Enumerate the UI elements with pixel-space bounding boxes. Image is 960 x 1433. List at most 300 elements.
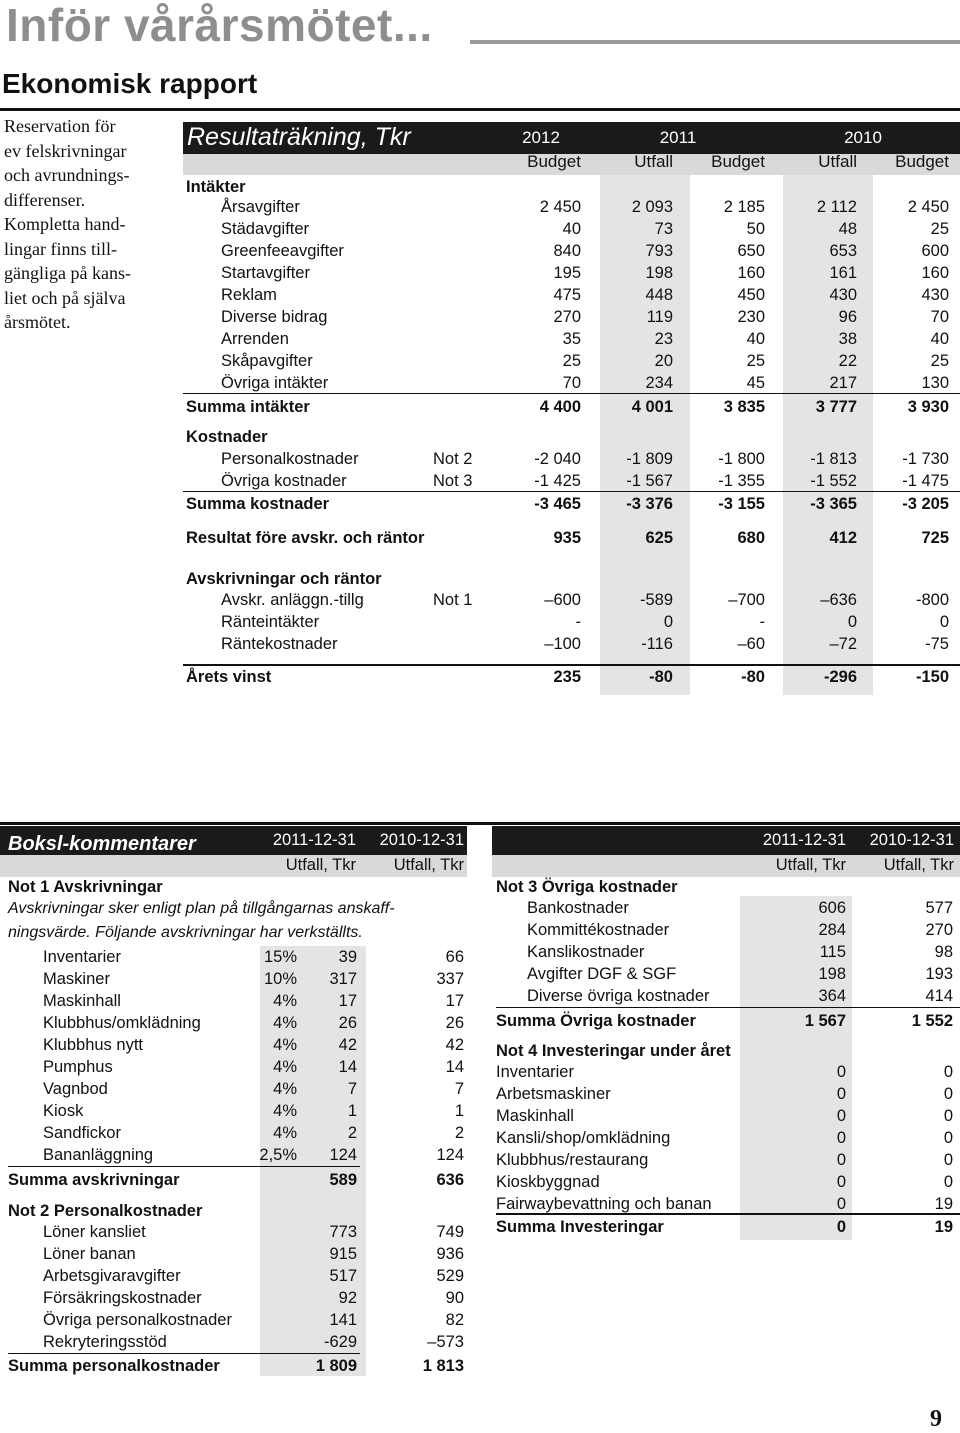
row-value: 650	[737, 242, 765, 260]
total-row	[183, 529, 960, 551]
comments-title: Boksl-kommentarer	[8, 833, 196, 855]
row-note: Not 1	[433, 591, 473, 609]
title-rule	[470, 40, 960, 44]
sub-utfall-right-2: Utfall, Tkr	[883, 856, 954, 874]
row-value: 0	[943, 1173, 953, 1191]
row-value: -1 475	[902, 472, 949, 490]
row-label: Summa Investeringar	[496, 1218, 664, 1236]
row-value: 235	[553, 668, 581, 686]
row-percent: 4%	[273, 1080, 297, 1098]
row-value: 98	[934, 943, 953, 961]
row-value: 364	[818, 987, 846, 1005]
list-item	[0, 1173, 960, 1195]
row-value: 82	[445, 1311, 464, 1329]
row-value: 198	[645, 264, 673, 282]
row-label: Diverse bidrag	[221, 308, 328, 326]
row-value: 793	[645, 242, 673, 260]
list-item	[0, 965, 960, 987]
row-value: 0	[836, 1195, 846, 1213]
row-value: –636	[820, 591, 857, 609]
row-label: Klubbhus nytt	[43, 1036, 143, 1054]
row-label: Startavgifter	[221, 264, 310, 282]
row-percent: 4%	[273, 1058, 297, 1076]
row-label: Diverse övriga kostnader	[527, 987, 710, 1005]
side-note-line: Reservation för	[4, 116, 116, 136]
row-label: Summa Övriga kostnader	[496, 1012, 696, 1030]
total-row	[183, 495, 960, 517]
date-2011-right: 2011-12-31	[762, 831, 846, 849]
total-row	[183, 668, 960, 690]
row-value: 749	[436, 1223, 464, 1241]
row-value: 2	[347, 1124, 357, 1142]
row-value: 119	[646, 308, 673, 326]
row-value: 40	[746, 330, 765, 348]
row-label: Försäkringskostnader	[43, 1289, 202, 1307]
row-value: -1 425	[534, 472, 581, 490]
row-label: Kioskbyggnad	[496, 1173, 600, 1191]
side-note-line: gängliga på kans-	[4, 263, 131, 283]
row-value: 2 450	[907, 198, 949, 216]
row-value: 39	[338, 948, 357, 966]
result-table	[183, 118, 960, 698]
row-percent: 4%	[273, 992, 297, 1010]
row-value: 124	[436, 1146, 464, 1164]
row-value: 19	[934, 1218, 953, 1236]
row-value: 0	[943, 1085, 953, 1103]
row-value: –100	[544, 635, 581, 653]
side-note-line: Kompletta hand-	[4, 214, 126, 234]
row-label: Inventarier	[43, 948, 121, 966]
row-value: -80	[741, 668, 765, 686]
row-label: Övriga intäkter	[221, 374, 329, 392]
row-label: Klubbhus/restaurang	[496, 1151, 649, 1169]
row-label: Arbetsmaskiner	[496, 1085, 611, 1103]
row-value: 25	[746, 352, 765, 370]
row-value: 577	[925, 899, 953, 917]
row-label: Rekryteringsstöd	[43, 1333, 167, 1351]
row-value: 0	[943, 1107, 953, 1125]
row-label: Summa avskrivningar	[8, 1171, 180, 1189]
row-value: 450	[737, 286, 765, 304]
table-row	[183, 220, 960, 242]
row-value: -1 730	[902, 450, 949, 468]
list-item	[0, 1289, 960, 1311]
section-heading: Ekonomisk rapport	[2, 68, 258, 99]
row-value: 653	[829, 242, 857, 260]
row-label: Sandfickor	[43, 1124, 121, 1142]
row-value: 14	[338, 1058, 357, 1076]
row-value: 66	[445, 948, 464, 966]
table-row	[183, 286, 960, 308]
col-utfall-2010: Utfall	[818, 152, 857, 171]
col-budget-2010: Budget	[895, 152, 949, 171]
row-value: -75	[925, 635, 949, 653]
row-value: 3 777	[815, 398, 857, 416]
row-value: -1 813	[810, 450, 857, 468]
row-value: 430	[921, 286, 949, 304]
not2-heading: Not 2 Personalkostnader	[8, 1202, 203, 1220]
side-note-line: liet och på själva	[4, 287, 126, 308]
row-value: -3 465	[534, 495, 581, 513]
total-row	[183, 398, 960, 420]
row-value: 773	[329, 1223, 357, 1241]
row-value: 0	[943, 1063, 953, 1081]
row-value: –700	[728, 591, 765, 609]
side-note-line: lingar finns till-	[4, 238, 117, 259]
year-2011: 2011	[659, 128, 697, 147]
row-value: 2 185	[723, 198, 765, 216]
list-item	[0, 1129, 960, 1151]
row-label: Skåpavgifter	[221, 352, 313, 370]
table-row	[183, 242, 960, 264]
list-item	[0, 1151, 960, 1173]
list-item	[0, 921, 960, 943]
row-note: Not 2	[433, 450, 473, 468]
row-value: -3 155	[718, 495, 765, 513]
row-value: 14	[445, 1058, 464, 1076]
row-label: Maskiner	[43, 970, 110, 988]
row-label: Löner banan	[43, 1245, 136, 1263]
row-value: 17	[338, 992, 357, 1010]
list-item	[0, 1085, 960, 1107]
row-value: 2	[454, 1124, 464, 1142]
row-label: Räntekostnader	[221, 635, 338, 653]
row-value: 3 930	[907, 398, 949, 416]
year-2010: 2010	[844, 128, 882, 147]
row-label: Löner kansliet	[43, 1223, 146, 1241]
table-row	[183, 308, 960, 330]
list-item	[0, 1036, 960, 1058]
row-value: 161	[829, 264, 857, 282]
row-label: Maskinhall	[43, 992, 121, 1010]
row-value: -116	[641, 635, 673, 653]
row-value: –60	[737, 635, 765, 653]
total-row	[0, 1218, 960, 1240]
table-row	[183, 352, 960, 374]
list-item	[0, 1195, 960, 1217]
row-value: 725	[921, 529, 949, 547]
row-label: Kanslikostnader	[527, 943, 645, 961]
row-value: -2 040	[534, 450, 581, 468]
row-value: -3 205	[902, 495, 949, 513]
row-label: Avskr. anläggn.-tillg	[221, 591, 364, 609]
date-2011-left: 2011-12-31	[272, 831, 356, 849]
row-percent: 2,5%	[259, 1146, 297, 1164]
row-label: Arrenden	[221, 330, 289, 348]
row-value: 0	[663, 613, 673, 631]
row-value: 35	[562, 330, 581, 348]
row-label: Årets vinst	[186, 668, 272, 686]
table-row	[183, 330, 960, 352]
row-label: Klubbhus/omklädning	[43, 1014, 201, 1032]
row-value: -1 567	[626, 472, 673, 490]
row-value: 625	[645, 529, 673, 547]
row-value: 38	[838, 330, 857, 348]
side-note-line: ev felskrivningar	[4, 140, 127, 161]
row-label: Övriga personalkostnader	[43, 1311, 232, 1329]
row-value: 0	[836, 1218, 846, 1236]
list-item	[0, 943, 960, 965]
row-value: 337	[436, 970, 464, 988]
row-percent: 4%	[273, 1102, 297, 1120]
row-value: -296	[823, 668, 857, 686]
table-row	[183, 591, 960, 613]
row-value: 0	[836, 1085, 846, 1103]
row-value: 529	[436, 1267, 464, 1285]
row-value: 19	[934, 1195, 953, 1213]
row-value: 3 835	[723, 398, 765, 416]
row-percent: 4%	[273, 1124, 297, 1142]
row-value: 25	[930, 352, 949, 370]
row-value: –72	[829, 635, 857, 653]
row-value: 4 001	[631, 398, 673, 416]
table-row	[183, 472, 960, 494]
income-heading: Intäkter	[186, 178, 246, 196]
list-item	[0, 1063, 960, 1085]
row-label: Avgifter DGF & SGF	[527, 965, 677, 983]
section-rule	[0, 108, 960, 111]
row-value: 50	[746, 220, 765, 238]
row-value: 48	[838, 220, 857, 238]
result-title: Resultaträkning, Tkr	[187, 123, 411, 151]
row-value: 412	[829, 529, 857, 547]
row-label: Greenfeeavgifter	[221, 242, 344, 260]
row-value: 26	[445, 1014, 464, 1032]
year-2012: 2012	[522, 128, 560, 147]
row-value: 198	[818, 965, 846, 983]
row-label: Fairwaybevattning och banan	[496, 1195, 712, 1213]
row-value: 475	[553, 286, 581, 304]
row-value: -	[575, 613, 581, 631]
side-note	[4, 114, 164, 335]
row-label: Ränteintäkter	[221, 613, 320, 631]
table-row	[183, 198, 960, 220]
list-item	[0, 987, 960, 1009]
col-budget-2012: Budget	[527, 152, 581, 171]
table-row	[183, 450, 960, 472]
sub-utfall-left-2: Utfall, Tkr	[393, 856, 464, 874]
side-note-line: differenser.	[4, 189, 86, 210]
row-value: -3 376	[626, 495, 673, 513]
row-value: -	[759, 613, 765, 631]
row-value: 0	[836, 1063, 846, 1081]
row-value: 840	[553, 242, 581, 260]
row-value: 70	[930, 308, 949, 326]
page-number: 9	[930, 1406, 942, 1432]
row-value: 589	[329, 1171, 357, 1189]
row-note: Not 3	[433, 472, 473, 490]
row-value: 217	[829, 374, 857, 392]
row-percent: 10%	[263, 970, 297, 988]
row-value: -80	[649, 668, 673, 686]
row-value: 124	[329, 1146, 357, 1164]
row-value: 1 552	[911, 1012, 953, 1030]
not3-heading: Not 3 Övriga kostnader	[496, 878, 678, 896]
row-value: 317	[329, 970, 357, 988]
row-value: 17	[445, 992, 464, 1010]
list-item	[0, 899, 960, 921]
row-value: 1 567	[804, 1012, 846, 1030]
row-label: Personalkostnader	[221, 450, 359, 468]
page-title: Inför vårårsmötet...	[6, 0, 433, 51]
row-value: 0	[847, 613, 857, 631]
row-value: 22	[838, 352, 857, 370]
row-label: Bankostnader	[527, 899, 629, 917]
row-value: -629	[323, 1333, 357, 1351]
row-value: 92	[338, 1289, 357, 1307]
row-label: Kiosk	[43, 1102, 84, 1120]
row-value: 270	[553, 308, 581, 326]
row-label: Summa kostnader	[186, 495, 330, 513]
side-note-line: och avrundnings-	[4, 165, 130, 185]
row-label: Bananläggning	[43, 1146, 154, 1164]
row-percent: 15%	[263, 948, 297, 966]
row-value: 2 093	[631, 198, 673, 216]
row-value: 680	[737, 529, 765, 547]
total-row	[0, 1357, 960, 1379]
row-value: -3 365	[810, 495, 857, 513]
total-row	[0, 1012, 960, 1034]
row-label: Summa personalkostnader	[8, 1357, 220, 1375]
sub-utfall-left-1: Utfall, Tkr	[285, 856, 356, 874]
row-label: Kommittékostnader	[527, 921, 670, 939]
not1-text-line: Avskrivningar sker enligt plan på tillgångarnas anskaff-	[8, 900, 395, 917]
table-row	[183, 374, 960, 396]
row-value: –600	[544, 591, 581, 609]
row-value: 1 813	[422, 1357, 464, 1375]
row-label: Resultat före avskr. och räntor	[186, 529, 425, 547]
row-value: –573	[427, 1333, 464, 1351]
row-value: 160	[737, 264, 765, 282]
row-value: -800	[915, 591, 949, 609]
row-value: 606	[818, 899, 846, 917]
side-note-line: årsmötet.	[4, 312, 71, 332]
row-percent: 4%	[273, 1014, 297, 1032]
list-item	[0, 1311, 960, 1333]
row-value: 160	[921, 264, 949, 282]
row-value: -589	[639, 591, 673, 609]
row-value: 26	[338, 1014, 357, 1032]
row-value: 42	[445, 1036, 464, 1054]
row-label: Pumphus	[43, 1058, 113, 1076]
row-value: 40	[562, 220, 581, 238]
row-label: Inventarier	[496, 1063, 574, 1081]
row-value: 270	[925, 921, 953, 939]
row-value: 45	[746, 374, 765, 392]
row-value: 193	[925, 965, 953, 983]
date-2010-left: 2010-12-31	[379, 831, 464, 849]
col-utfall-2011: Utfall	[634, 152, 673, 171]
row-label: Kansli/shop/omklädning	[496, 1129, 671, 1147]
list-item	[0, 1333, 960, 1355]
table-row	[183, 613, 960, 635]
row-value: 0	[836, 1151, 846, 1169]
row-value: 2 450	[539, 198, 581, 216]
row-value: 0	[943, 1151, 953, 1169]
row-value: 414	[925, 987, 953, 1005]
row-value: 7	[347, 1080, 357, 1098]
not1-heading: Not 1 Avskrivningar	[8, 878, 163, 896]
list-item	[0, 1267, 960, 1289]
row-value: 935	[553, 529, 581, 547]
row-value: 2 112	[816, 198, 857, 216]
profit-rule	[183, 664, 960, 666]
dep-heading: Avskrivningar och räntor	[186, 570, 382, 588]
row-percent: 4%	[273, 1036, 297, 1054]
row-label: Årsavgifter	[221, 198, 300, 216]
row-value: 96	[838, 308, 857, 326]
row-value: 141	[329, 1311, 357, 1329]
row-value: 130	[921, 374, 949, 392]
bottom-rule	[0, 822, 960, 825]
row-value: 448	[645, 286, 673, 304]
row-value: 4 400	[539, 398, 581, 416]
col-budget-2011: Budget	[711, 152, 765, 171]
row-value: -150	[915, 668, 949, 686]
row-value: 25	[562, 352, 581, 370]
not4-heading: Not 4 Investeringar under året	[496, 1042, 731, 1060]
row-value: 0	[836, 1129, 846, 1147]
not1-text-line: ningsvärde. Följande avskrivningar har verkställts.	[8, 924, 363, 941]
row-value: -1 800	[718, 450, 765, 468]
sub-utfall-right-1: Utfall, Tkr	[775, 856, 846, 874]
row-value: -1 552	[810, 472, 857, 490]
row-value: 73	[654, 220, 673, 238]
row-value: 1	[454, 1102, 464, 1120]
row-value: 284	[818, 921, 846, 939]
list-item	[0, 1245, 960, 1267]
row-label: Vagnbod	[43, 1080, 108, 1098]
row-value: 0	[939, 613, 949, 631]
row-value: 230	[737, 308, 765, 326]
row-label: Städavgifter	[221, 220, 310, 238]
row-value: 0	[943, 1129, 953, 1147]
row-value: -1 355	[718, 472, 765, 490]
row-value: 915	[329, 1245, 357, 1263]
row-value: 0	[836, 1173, 846, 1191]
row-value: 1	[347, 1102, 357, 1120]
row-value: -1 809	[626, 450, 673, 468]
row-value: 600	[921, 242, 949, 260]
row-label: Övriga kostnader	[221, 472, 347, 490]
row-value: 90	[445, 1289, 464, 1307]
row-value: 23	[654, 330, 673, 348]
row-value: 430	[829, 286, 857, 304]
row-value: 115	[819, 943, 846, 961]
row-label: Arbetsgivaravgifter	[43, 1267, 181, 1285]
row-value: 234	[645, 374, 673, 392]
row-value: 195	[553, 264, 581, 282]
row-label: Reklam	[221, 286, 277, 304]
row-value: 0	[836, 1107, 846, 1125]
row-value: 25	[930, 220, 949, 238]
row-value: 936	[436, 1245, 464, 1263]
row-value: 517	[329, 1267, 357, 1285]
table-row	[183, 635, 960, 657]
list-item	[0, 1107, 960, 1129]
date-2010-right: 2010-12-31	[869, 831, 954, 849]
row-value: 636	[436, 1171, 464, 1189]
row-value: 40	[930, 330, 949, 348]
row-value: 42	[338, 1036, 357, 1054]
row-value: 1 809	[315, 1357, 357, 1375]
table-row	[183, 264, 960, 286]
row-value: 20	[654, 352, 673, 370]
cost-heading: Kostnader	[186, 428, 268, 446]
row-label: Maskinhall	[496, 1107, 574, 1125]
row-value: 70	[562, 374, 581, 392]
row-value: 7	[454, 1080, 464, 1098]
